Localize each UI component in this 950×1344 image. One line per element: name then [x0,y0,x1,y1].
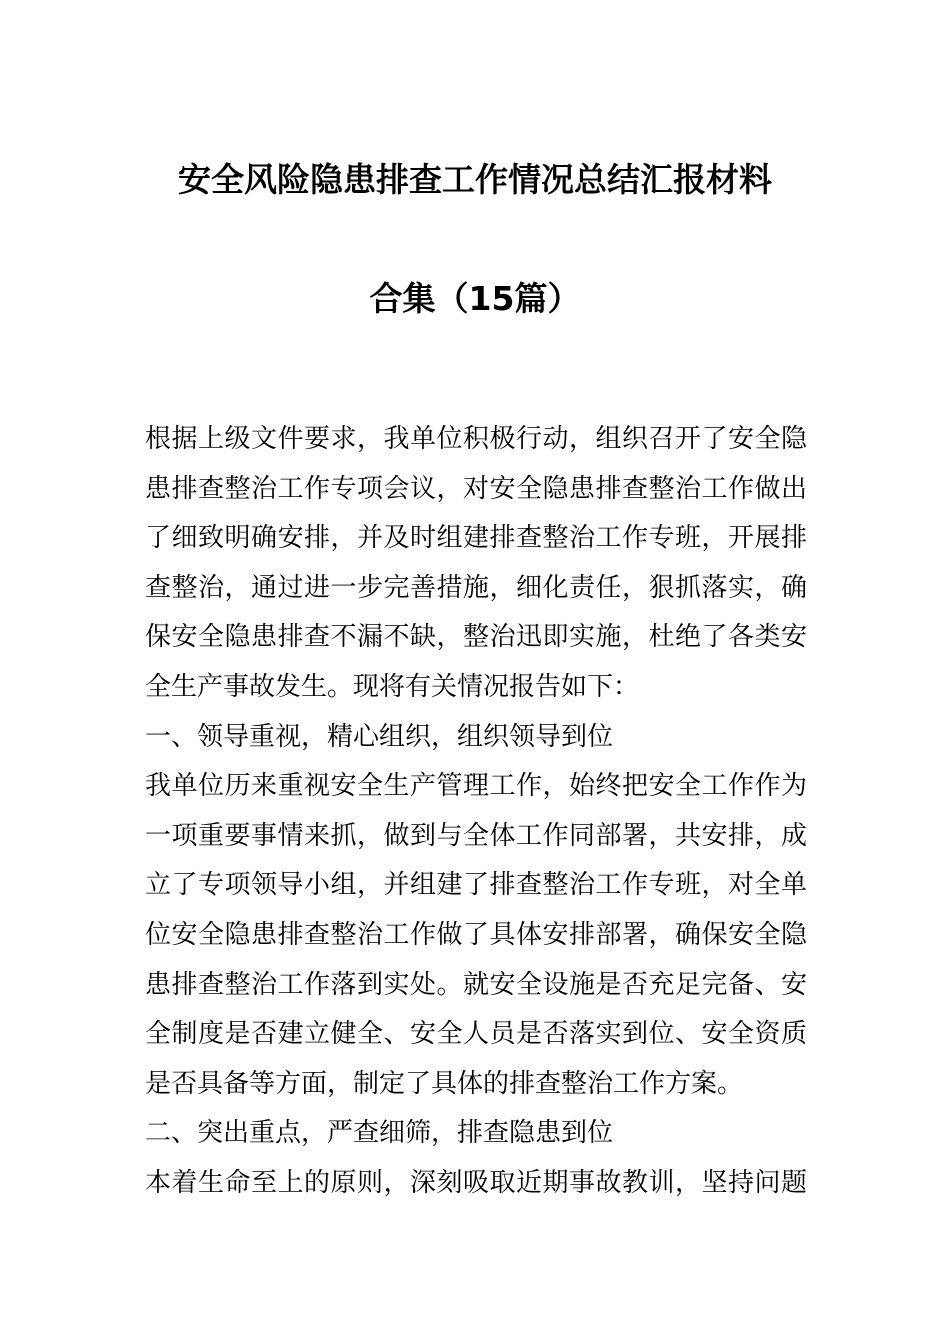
body-line: 全生产事故发生。现将有关情况报告如下： [145,671,640,702]
body-line: 患排查整治工作专项会议，对安全隐患排查整治工作做出 [145,473,807,504]
section-heading: 二、突出重点，严查细筛，排查隐患到位 [145,1118,614,1149]
body-line: 本着生命至上的原则，深刻吸取近期事故教训，坚持问题 [145,1167,807,1198]
section-heading: 一、领导重视，精心组织，组织领导到位 [145,721,614,752]
body-line: 位安全隐患排查整治工作做了具体安排部署，确保安全隐 [145,919,807,950]
body-line: 保安全隐患排查不漏不缺，整治迅即实施，杜绝了各类安 [145,622,807,653]
body-line: 了细致明确安排，并及时组建排查整治工作专班，开展排 [145,523,807,554]
body-line: 立了专项领导小组，并组建了排查整治工作专班，对全单 [145,870,807,901]
body-line: 全制度是否建立健全、安全人员是否落实到位、安全资质 [145,1019,807,1050]
body-line: 根据上级文件要求，我单位积极行动，组织召开了安全隐 [145,424,807,454]
document-title-line-1: 安全风险隐患排查工作情况总结汇报材料 [178,160,772,199]
body-line: 我单位历来重视安全生产管理工作，始终把安全工作作为 [145,771,807,802]
body-line: 查整治，通过进一步完善措施，细化责任，狠抓落实，确 [145,572,807,603]
document-title-line-2: 合集（15篇） [369,279,581,318]
body-line: 患排查整治工作落到实处。就安全设施是否充足完备、安 [145,969,807,1000]
document-body [145,419,807,1213]
body-line: 一项重要事情来抓，做到与全体工作同部署，共安排，成 [145,820,807,851]
body-line: 是否具备等方面，制定了具体的排查整治工作方案。 [145,1068,744,1099]
